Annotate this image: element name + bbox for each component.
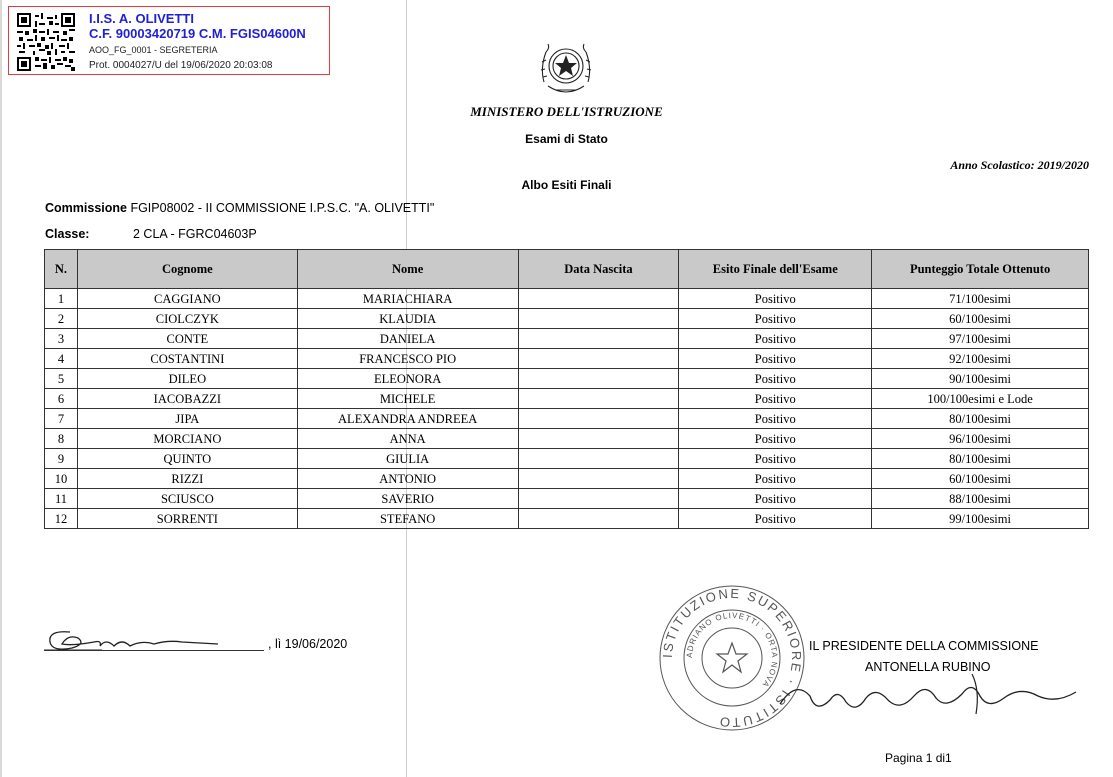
cell-cognome: RIZZI xyxy=(77,469,297,489)
signature-line xyxy=(44,650,264,651)
cell-esito: Positivo xyxy=(679,289,872,309)
seal-inner-text: ADRIANO OLIVETTI · ORTA NOVA xyxy=(684,610,780,690)
exam-title: Esami di Stato xyxy=(525,132,608,146)
cell-esito: Positivo xyxy=(679,309,872,329)
table-row xyxy=(45,469,1089,489)
signature-date: , lì 19/06/2020 xyxy=(268,637,348,651)
table-row xyxy=(45,289,1089,309)
cell-cognome: JIPA xyxy=(77,409,297,429)
class-label: Classe: xyxy=(45,227,90,241)
class-line xyxy=(45,227,257,241)
cell-nome: SAVERIO xyxy=(297,489,518,509)
cell-nome: ELEONORA xyxy=(297,369,518,389)
cell-esito: Positivo xyxy=(679,509,872,529)
school-year: Anno Scolastico: 2019/2020 xyxy=(950,158,1089,172)
table-row xyxy=(45,349,1089,369)
cell-nome: GIULIA xyxy=(297,449,518,469)
seal-outer-text: ISTITUZIONE SUPERIORE · ISTITUTO xyxy=(659,585,805,731)
cell-punteggio: 100/100esimi e Lode xyxy=(872,389,1089,409)
cell-cognome: CIOLCZYK xyxy=(77,309,297,329)
cell-nome: MICHELE xyxy=(297,389,518,409)
cell-nome: DANIELA xyxy=(297,329,518,349)
cell-cognome: SORRENTI xyxy=(77,509,297,529)
table-row xyxy=(45,489,1089,509)
header-n: N. xyxy=(45,250,78,289)
table-header-row xyxy=(45,250,1089,289)
cell-data-nascita xyxy=(518,509,679,529)
cell-punteggio: 60/100esimi xyxy=(872,309,1089,329)
table-row xyxy=(45,409,1089,429)
cell-cognome: COSTANTINI xyxy=(77,349,297,369)
cell-esito: Positivo xyxy=(679,349,872,369)
cell-data-nascita xyxy=(518,489,679,509)
protocol-fiscal-code: C.F. 90003420719 C.M. FGIS04600N xyxy=(89,26,306,41)
cell-nome: STEFANO xyxy=(297,509,518,529)
cell-data-nascita xyxy=(518,409,679,429)
cell-n: 1 xyxy=(45,289,78,309)
cell-data-nascita xyxy=(518,469,679,489)
cell-data-nascita xyxy=(518,289,679,309)
cell-data-nascita xyxy=(518,429,679,449)
cell-n: 4 xyxy=(45,349,78,369)
cell-nome: ALEXANDRA ANDREEA xyxy=(297,409,518,429)
table-row xyxy=(45,509,1089,529)
commission-line xyxy=(45,201,434,215)
republic-emblem-icon xyxy=(536,38,596,100)
cell-cognome: SCIUSCO xyxy=(77,489,297,509)
cell-punteggio: 71/100esimi xyxy=(872,289,1089,309)
cell-esito: Positivo xyxy=(679,369,872,389)
cell-n: 6 xyxy=(45,389,78,409)
cell-esito: Positivo xyxy=(679,329,872,349)
president-title: IL PRESIDENTE DELLA COMMISSIONE xyxy=(809,639,1039,653)
table-row xyxy=(45,429,1089,449)
class-value: 2 CLA - FGRC04603P xyxy=(133,227,257,241)
cell-n: 3 xyxy=(45,329,78,349)
commission-label: Commissione xyxy=(45,201,127,215)
cell-cognome: DILEO xyxy=(77,369,297,389)
qr-code-icon xyxy=(17,13,75,71)
table-row xyxy=(45,449,1089,469)
cell-cognome: CAGGIANO xyxy=(77,289,297,309)
cell-punteggio: 97/100esimi xyxy=(872,329,1089,349)
cell-data-nascita xyxy=(518,369,679,389)
cell-cognome: QUINTO xyxy=(77,449,297,469)
cell-punteggio: 96/100esimi xyxy=(872,429,1089,449)
cell-n: 9 xyxy=(45,449,78,469)
cell-esito: Positivo xyxy=(679,449,872,469)
cell-n: 2 xyxy=(45,309,78,329)
page-number: Pagina 1 di1 xyxy=(885,751,952,765)
cell-esito: Positivo xyxy=(679,489,872,509)
cell-esito: Positivo xyxy=(679,389,872,409)
cell-punteggio: 99/100esimi xyxy=(872,509,1089,529)
cell-n: 7 xyxy=(45,409,78,429)
cell-data-nascita xyxy=(518,309,679,329)
cell-n: 11 xyxy=(45,489,78,509)
cell-n: 12 xyxy=(45,509,78,529)
cell-punteggio: 80/100esimi xyxy=(872,409,1089,429)
header-punteggio: Punteggio Totale Ottenuto xyxy=(872,250,1089,289)
cell-punteggio: 92/100esimi xyxy=(872,349,1089,369)
cell-nome: ANTONIO xyxy=(297,469,518,489)
cell-nome: MARIACHIARA xyxy=(297,289,518,309)
cell-esito: Positivo xyxy=(679,469,872,489)
cell-data-nascita xyxy=(518,329,679,349)
protocol-school-name: I.I.S. A. OLIVETTI xyxy=(89,11,194,26)
cell-n: 8 xyxy=(45,429,78,449)
table-row xyxy=(45,309,1089,329)
cell-nome: ANNA xyxy=(297,429,518,449)
secretary-signature xyxy=(42,624,262,658)
ministry-title: MINISTERO DELL'ISTRUZIONE xyxy=(470,104,663,119)
table-row xyxy=(45,369,1089,389)
cell-punteggio: 80/100esimi xyxy=(872,449,1089,469)
protocol-stamp xyxy=(8,6,330,75)
header-data-nascita: Data Nascita xyxy=(518,250,679,289)
protocol-office: AOO_FG_0001 - SEGRETERIA xyxy=(89,45,218,55)
protocol-number: Prot. 0004027/U del 19/06/2020 20:03:08 xyxy=(89,60,273,71)
commission-value: FGIP08002 - II COMMISSIONE I.P.S.C. "A. OLIVETTI" xyxy=(130,201,435,215)
table-row xyxy=(45,329,1089,349)
header-cognome: Cognome xyxy=(77,250,297,289)
cell-cognome: CONTE xyxy=(77,329,297,349)
results-title: Albo Esiti Finali xyxy=(521,178,612,192)
cell-cognome: MORCIANO xyxy=(77,429,297,449)
cell-n: 10 xyxy=(45,469,78,489)
cell-nome: FRANCESCO PIO xyxy=(297,349,518,369)
cell-esito: Positivo xyxy=(679,409,872,429)
cell-cognome: IACOBAZZI xyxy=(77,389,297,409)
cell-data-nascita xyxy=(518,349,679,369)
header-esito: Esito Finale dell'Esame xyxy=(679,250,872,289)
header-nome: Nome xyxy=(297,250,518,289)
cell-data-nascita xyxy=(518,449,679,469)
cell-punteggio: 60/100esimi xyxy=(872,469,1089,489)
president-signature xyxy=(776,670,1086,720)
president-name: ANTONELLA RUBINO xyxy=(865,660,991,674)
cell-punteggio: 88/100esimi xyxy=(872,489,1089,509)
cell-nome: KLAUDIA xyxy=(297,309,518,329)
table-row xyxy=(45,389,1089,409)
cell-n: 5 xyxy=(45,369,78,389)
cell-esito: Positivo xyxy=(679,429,872,449)
results-table xyxy=(44,249,1089,529)
cell-punteggio: 90/100esimi xyxy=(872,369,1089,389)
cell-data-nascita xyxy=(518,389,679,409)
